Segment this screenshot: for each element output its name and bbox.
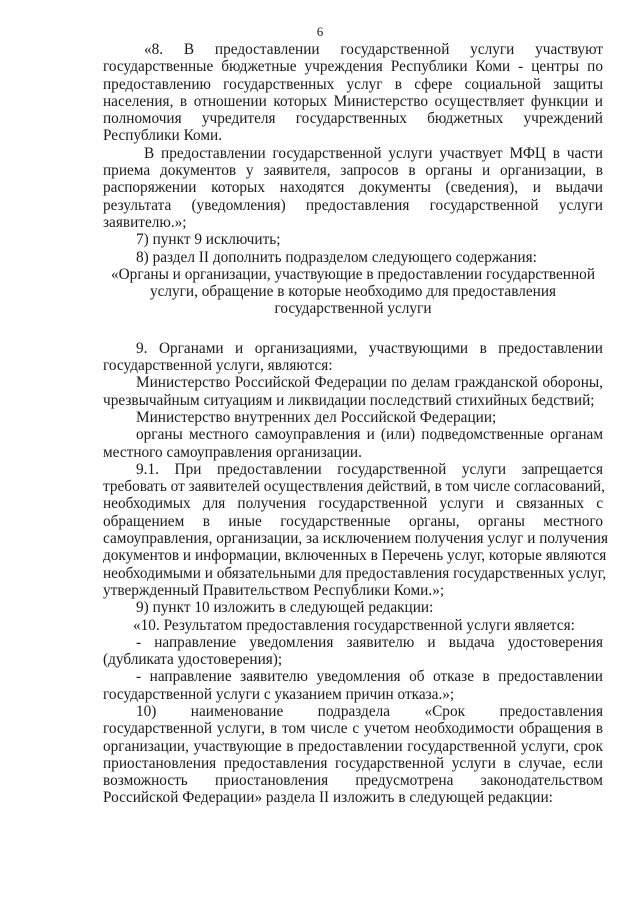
text-line: «10. Результатом предоставления государственной услуги является: xyxy=(133,616,575,634)
text-line: Министерство Российской Федерации по делам гражданской обороны, xyxy=(136,374,603,392)
text-line: органы местного самоуправления и (или) подведомственные органам xyxy=(136,426,603,444)
text-line: - направление заявителю уведомления об отказе в предоставлении xyxy=(136,668,603,686)
text-line: распоряжении которых находятся документы (сведения), и выдачи xyxy=(103,179,603,197)
text-line: результата (уведомления) предоставления государственной услуги xyxy=(103,196,603,214)
text-line: заявителю.»; xyxy=(103,213,187,231)
text-line: приостановления предоставления государственной услуги в случае, если xyxy=(103,754,603,772)
text-line: 8) раздел II дополнить подразделом следующего содержания: xyxy=(136,248,537,266)
text-line: необходимыми и обязательными для предоставления государственных услуг, xyxy=(103,564,607,582)
text-line: В предоставлении государственной услуги участвует МФЦ в части xyxy=(144,144,603,162)
text-line: государственной услуги, являются: xyxy=(103,357,333,375)
text-line: государственные бюджетные учреждения Республики Коми - центры по xyxy=(103,58,603,76)
text-line: 10) наименование подраздела «Срок предоставления xyxy=(136,702,603,720)
text-line: требовать от заявителей осуществления действий, в том числе согласований, xyxy=(103,478,605,496)
text-line: населения, в отношении которых Министерство осуществляет функции и xyxy=(103,92,603,110)
text-line: государственной услуги с указанием причин отказа.»; xyxy=(103,685,455,703)
text-line: необходимых для получения государственной услуги и связанных с xyxy=(103,495,603,513)
document-body xyxy=(103,41,609,807)
text-line: документов и информации, включенных в Перечень услуг, которые являются xyxy=(103,547,607,565)
text-line: «8. В предоставлении государственной услуги участвуют xyxy=(144,41,603,58)
text-line: государственной услуги, в том числе с учетом необходимости обращения в xyxy=(103,720,603,738)
text-line: 9.1. При предоставлении государственной услуги запрещается xyxy=(136,460,603,478)
text-line: полномочия учредителя государственных бюджетных учреждений xyxy=(103,110,603,128)
text-line: Министерство внутренних дел Российской Федерации; xyxy=(136,408,497,426)
text-line: местного самоуправления организации. xyxy=(103,443,362,461)
text-line: Российской Федерации» раздела II изложить в следующей редакции: xyxy=(103,789,553,807)
text-line: Республики Коми. xyxy=(103,127,223,145)
text-line: 7) пункт 9 исключить; xyxy=(136,231,281,249)
subsection-heading: услуги, обращение в которые необходимо для предоставления xyxy=(149,283,557,301)
text-line: обращением в иные государственные органы, органы местного xyxy=(103,512,603,530)
text-line: возможность приостановления предусмотрена законодательством xyxy=(103,772,603,790)
subsection-heading: «Органы и организации, участвующие в предоставлении государственной xyxy=(110,265,596,283)
text-line: 9. Органами и организациями, участвующими в предоставлении xyxy=(136,339,603,357)
text-line: предоставлению государственных услуг в сфере социальной защиты xyxy=(103,75,603,93)
subsection-heading: государственной услуги xyxy=(274,300,432,318)
page-number: 6 xyxy=(316,24,324,39)
text-line: (дубликата удостоверения); xyxy=(103,651,283,669)
text-line: приема документов у заявителя, запросов в органы и организации, в xyxy=(103,162,603,180)
text-line: 9) пункт 10 изложить в следующей редакции: xyxy=(136,599,434,617)
text-line: организации, участвующие в предоставлении государственной услуги, срок xyxy=(103,737,603,755)
text-line: утвержденный Правительством Республики Коми.»; xyxy=(103,581,445,599)
text-line: - направление уведомления заявителю и выдача удостоверения xyxy=(136,633,603,651)
text-line: чрезвычайным ситуациям и ликвидации последствий стихийных бедствий; xyxy=(103,391,595,409)
text-line: самоуправления, организации, за исключением получения услуг и получения xyxy=(103,530,609,548)
